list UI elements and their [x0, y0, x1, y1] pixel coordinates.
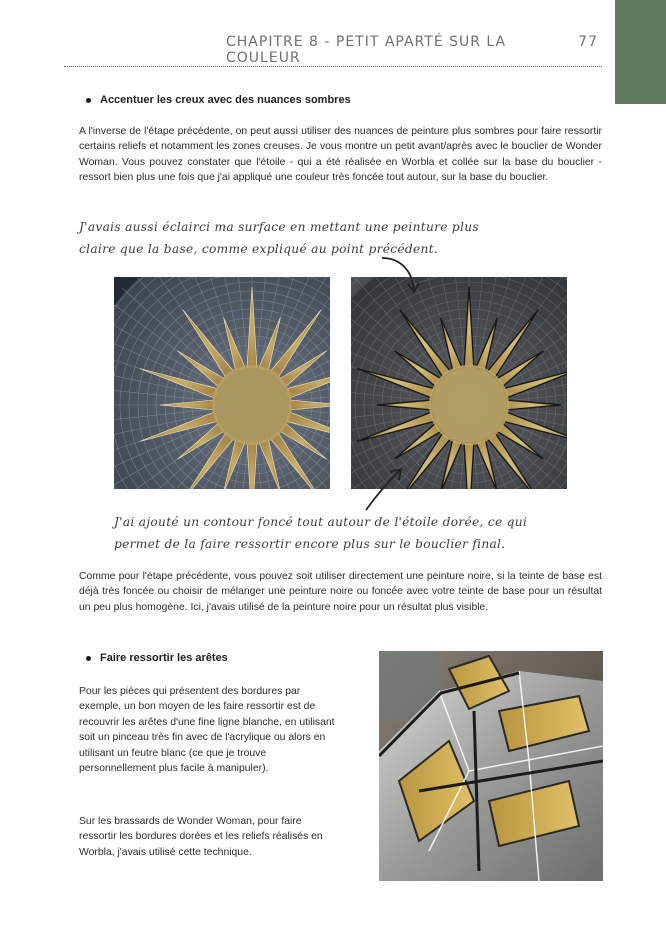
bullet-icon: [86, 98, 91, 103]
section-title-edges: Faire ressortir les arêtes: [86, 652, 228, 664]
bracer-photo: [379, 651, 603, 881]
chapter-title: CHAPITRE 8 - PETIT APARTÉ SUR LA COULEUR: [226, 34, 507, 66]
page-header: [226, 34, 598, 66]
paint-mixing-paragraph: Comme pour l'étape précédente, vous pouvez soit utiliser directement une peinture noire, si la teinte de base est déjà très foncée ou choisir de mélanger une peinture noire ou foncée avec votre teinte de base pour un résultat un peu plus homogène. Ici, j'avais utilisé de la peinture noire pour un résultat plus visible.: [79, 571, 602, 613]
section-title-dark-shades: Accentuer les creux avec des nuances sombres: [86, 94, 351, 106]
page-number: 77: [578, 34, 598, 50]
bracers-paragraph: Sur les brassards de Wonder Woman, pour faire ressortir les bordures dorées et les reliefs réalisés en Worbla, j'avais utilisé cette technique.: [79, 816, 323, 858]
bullet-icon: [86, 656, 91, 661]
handwritten-note-top: J'avais aussi éclairci ma surface en mettant une peinture plus claire que la base, comme expliqué au point précédent.: [79, 220, 479, 256]
chapter-color-tab: [615, 0, 666, 104]
arrow-to-contour-icon: [360, 464, 408, 516]
intro-paragraph: A l'inverse de l'étape précédente, on peut aussi utiliser des nuances de peinture plus sombres pour faire ressortir certains reliefs et notamment les zones creuses. Je vous montre un petit avant/après avec le bouclier de Wonder Woman. Vous pouvez constater que l'étoile - qui a été réalisée en Worbla et collée sur la base du bouclier - ressort bien plus une fois que j'ai appliqué une couleur très foncée tout autour, sur la base du bouclier.: [79, 126, 602, 184]
shield-after-photo: [351, 277, 567, 489]
header-divider: [64, 66, 602, 67]
shield-before-photo: [114, 277, 330, 489]
handwritten-note-bottom: J'ai ajouté un contour foncé tout autour de l'étoile dorée, ce qui permet de la faire ressortir encore plus sur le bouclier final.: [114, 515, 528, 551]
arrow-to-surface-icon: [378, 252, 428, 302]
edges-paragraph: Pour les pièces qui présentent des bordures par exemple, un bon moyen de les faire ressortir est de recouvrir les arêtes d'une fine ligne blanche, en utilisant soit un pinceau très fin avec de l'acrylique ou alors en utilisant un feutre blanc (ce que je trouve personnellement plus facile à manipuler).: [79, 686, 335, 775]
